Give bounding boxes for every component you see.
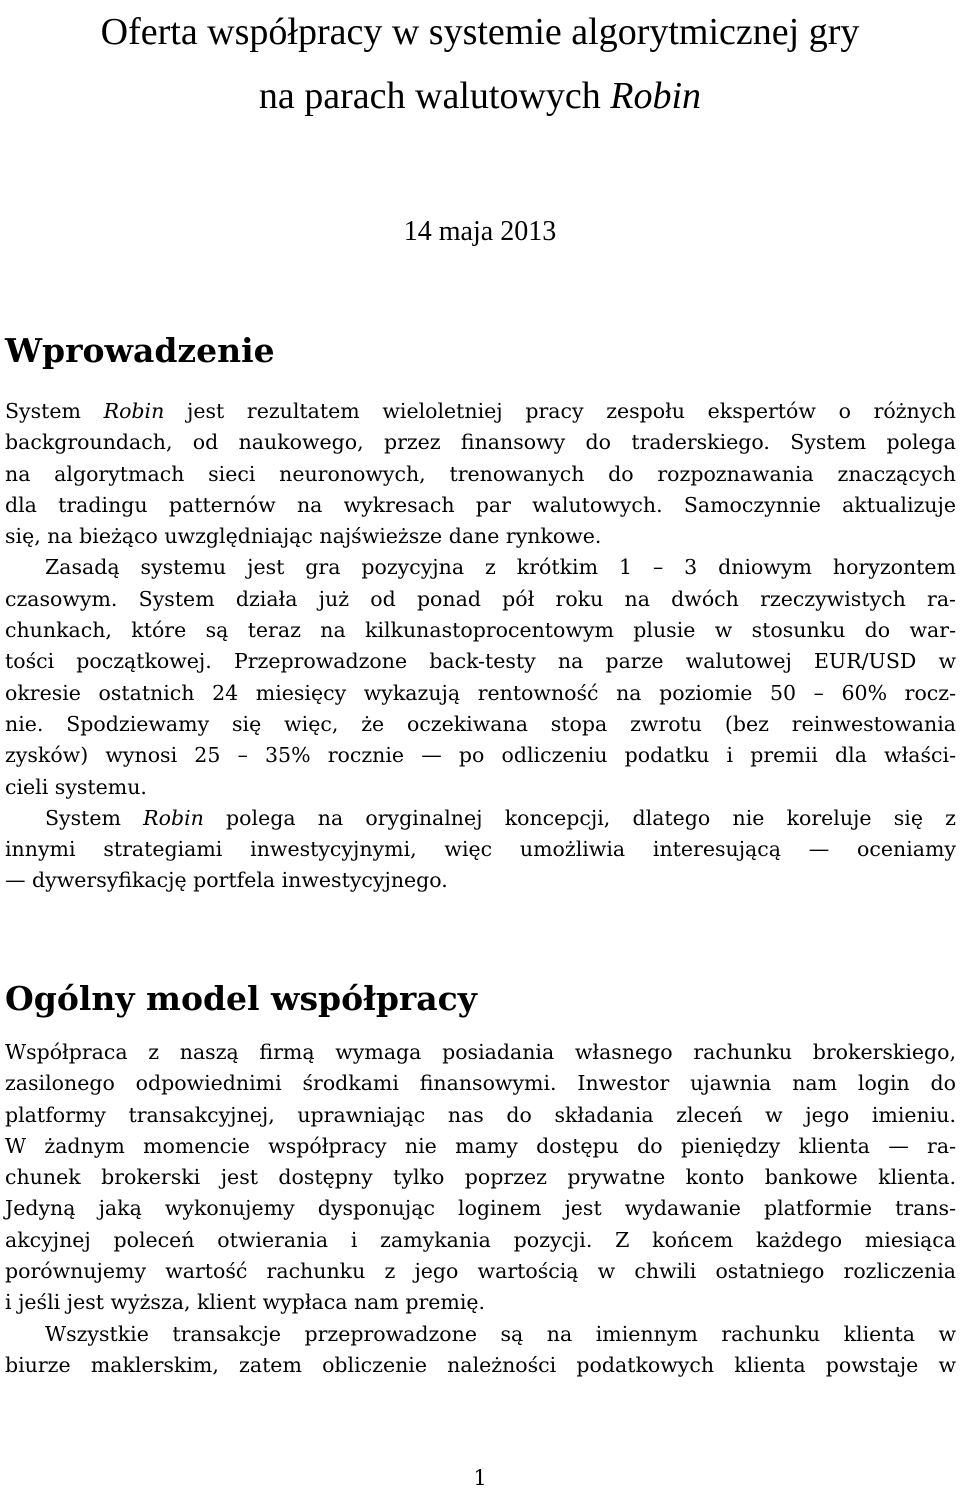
title-system-name: Robin [610,75,702,117]
text-line: na algorytmach sieci neuronowych, trenowanych do rozpoznawania znaczących [5,461,956,486]
title-line-2-text: na parach walutowych [258,75,611,117]
page-number: 1 [473,1466,487,1490]
section-body-model [5,1037,956,1381]
text-line: Zasadą systemu jest gra pozycyjna z krótkim 1 – 3 dniowym horyzontem [45,555,956,580]
title-line-1: Oferta współpracy w systemie algorytmicznej gry [100,11,860,53]
text-line: cieli systemu. [5,774,147,799]
section-heading-model: Ogólny model współpracy [5,979,477,1018]
text-line: okresie ostatnich 24 miesięcy wykazują rentowność na poziomie 50 – 60% rocz- [5,680,956,705]
text-line: tości początkowej. Przeprowadzone back-testy na parze walutowej EUR/USD w [5,649,956,674]
text-line: i jeśli jest wyższa, klient wypłaca nam premię. [5,1290,486,1315]
text-line: platformy transakcyjnej, uprawniając nas do składania zleceń w jego imieniu. [5,1102,956,1127]
text-line: System Robin jest rezultatem wieloletniej pracy zespołu ekspertów o różnych [5,399,956,423]
section-body-wprowadzenie [5,396,956,897]
system-name-italic: Robin [143,805,204,830]
text-line: Jedyną jaką wykonujemy dysponując loginem jest wydawanie platformie trans- [5,1196,956,1221]
text-line: chunkach, które są teraz na kilkunastoprocentowym plusie w stosunku do war- [5,618,956,643]
document-title [0,0,960,128]
text-line: — dywersyfikację portfela inwestycyjnego. [5,868,448,893]
system-name-italic: Robin [103,399,165,423]
title-line-2 [0,64,960,128]
document-date: 14 maja 2013 [403,216,557,247]
text-line: się, na bieżąco uwzględniając najświeższe dane rynkowe. [5,524,602,549]
text-line: porównujemy wartość rachunku z jego wartością w chwili ostatniego rozliczenia [5,1259,956,1284]
text-line: innymi strategiami inwestycyjnymi, więc umożliwia interesującą — oceniamy [5,837,956,862]
text-line: Współpraca z naszą firmą wymaga posiadania własnego rachunku brokerskiego, [5,1040,956,1064]
text-line: akcyjnej poleceń otwierania i zamykania pozycji. Z końcem każdego miesiąca [5,1227,956,1252]
text-line: Wszystkie transakcje przeprowadzone są na imiennym rachunku klienta w [45,1321,956,1346]
text-line: chunek brokerski jest dostępny tylko poprzez prywatne konto bankowe klienta. [5,1165,956,1190]
text-line: nie. Spodziewamy się więc, że oczekiwana stopa zwrotu (bez reinwestowania [5,711,956,736]
text-line: System Robin polega na oryginalnej koncepcji, dlatego nie koreluje się z [45,805,956,830]
text-line: zysków) wynosi 25 – 35% rocznie — po odliczeniu podatku i premii dla właści- [5,743,956,768]
text-line: zasilonego odpowiednimi środkami finansowymi. Inwestor ujawnia nam login do [5,1071,956,1096]
text-line: biurze maklerskim, zatem obliczenie należności podatkowych klienta powstaje w [5,1352,956,1377]
text-line: backgroundach, od naukowego, przez finansowy do traderskiego. System polega [5,430,956,455]
section-heading-wprowadzenie: Wprowadzenie [5,331,275,370]
text-line: czasowym. System działa już od ponad pół roku na dwóch rzeczywistych ra- [5,586,956,611]
text-line: W żadnym momencie współpracy nie mamy dostępu do pieniędzy klienta — ra- [5,1133,956,1158]
text-line: dla tradingu patternów na wykresach par walutowych. Samoczynnie aktualizuje [5,492,956,517]
